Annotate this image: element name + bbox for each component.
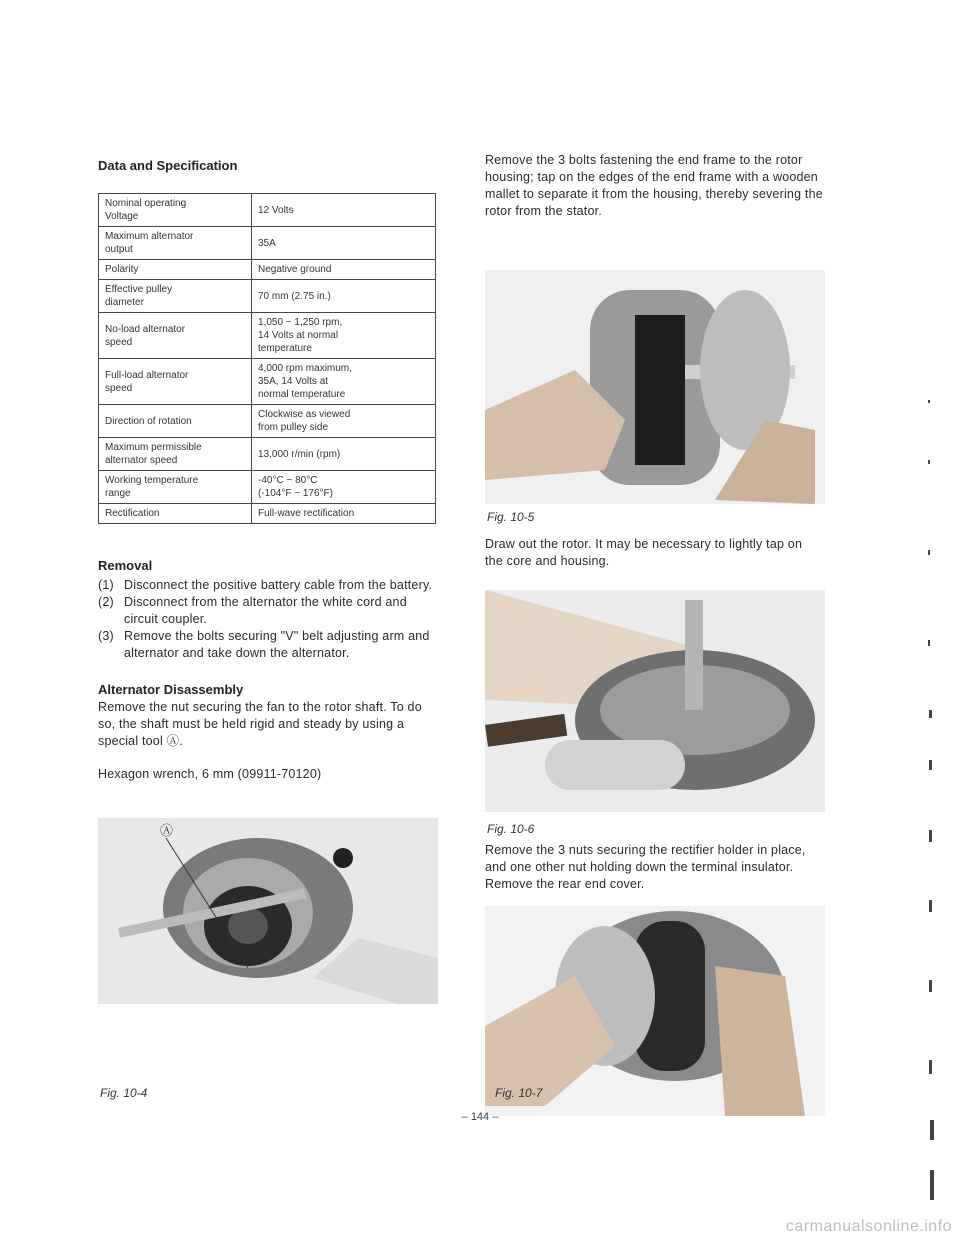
removal-step bbox=[98, 577, 436, 594]
spec-row bbox=[99, 438, 436, 471]
left-column bbox=[98, 158, 436, 1100]
spec-value: 4,000 rpm maximum, 35A, 14 Volts at normal temperature bbox=[252, 359, 436, 405]
fig-10-4-marker: Ⓐ bbox=[160, 823, 174, 838]
spec-value: 12 Volts bbox=[252, 194, 436, 227]
step-text: Disconnect from the alternator the white cord and circuit coupler. bbox=[124, 595, 407, 626]
fig-10-4-photo bbox=[98, 818, 438, 1004]
spec-value: 35A bbox=[252, 227, 436, 260]
spec-row bbox=[99, 504, 436, 524]
step-number: (2) bbox=[98, 595, 114, 609]
spec-value: Negative ground bbox=[252, 260, 436, 280]
spec-value: -40°C ~ 80°C (-104°F ~ 176°F) bbox=[252, 471, 436, 504]
fig-10-4-caption: Fig. 10-4 bbox=[100, 1086, 148, 1100]
tool-text: Hexagon wrench, 6 mm (09911-70120) bbox=[98, 767, 322, 781]
spec-key: Effective pulley diameter bbox=[99, 280, 252, 313]
spec-value: Full-wave rectification bbox=[252, 504, 436, 524]
spec-row bbox=[99, 227, 436, 260]
spec-title: Data and Specification bbox=[98, 158, 238, 173]
spec-table bbox=[98, 193, 436, 524]
fig-10-6-photo bbox=[485, 590, 825, 812]
removal-step bbox=[98, 628, 436, 662]
spec-value: 13,000 r/min (rpm) bbox=[252, 438, 436, 471]
removal-title: Removal bbox=[98, 558, 153, 573]
spec-key: Polarity bbox=[99, 260, 252, 280]
fig-10-6-caption: Fig. 10-6 bbox=[487, 822, 535, 836]
step-text: Disconnect the positive battery cable from the battery. bbox=[124, 578, 433, 592]
fig-10-7-photo bbox=[485, 906, 825, 1116]
spec-key: Working temperature range bbox=[99, 471, 252, 504]
spec-value: 70 mm (2.75 in.) bbox=[252, 280, 436, 313]
spec-row bbox=[99, 359, 436, 405]
spec-key: Nominal operating Voltage bbox=[99, 194, 252, 227]
spec-row bbox=[99, 405, 436, 438]
page-number: – 144 – bbox=[461, 1111, 499, 1123]
spec-key: Direction of rotation bbox=[99, 405, 252, 438]
spec-key: Rectification bbox=[99, 504, 252, 524]
removal-steps bbox=[98, 577, 436, 662]
spec-key: Full-load alternator speed bbox=[99, 359, 252, 405]
spec-row bbox=[99, 471, 436, 504]
spec-value: Clockwise as viewed from pulley side bbox=[252, 405, 436, 438]
fig-10-5-caption: Fig. 10-5 bbox=[487, 510, 535, 524]
step-text: Remove the bolts securing "V" belt adjusting arm and alternator and take down the alternator. bbox=[124, 629, 430, 660]
spec-row bbox=[99, 260, 436, 280]
step-number: (3) bbox=[98, 629, 114, 643]
para-end-frame: Remove the 3 bolts fastening the end frame to the rotor housing; tap on the edges of the end frame with a wooden mallet to separate it from the housing, thereby severing the rotor from the stator. bbox=[485, 153, 823, 218]
disassembly-title: Alternator Disassembly bbox=[98, 682, 244, 697]
right-column bbox=[485, 153, 823, 1100]
spec-row bbox=[99, 280, 436, 313]
spec-key: Maximum permissible alternator speed bbox=[99, 438, 252, 471]
fig-10-5-photo bbox=[485, 270, 825, 504]
watermark: carmanualsonline.info bbox=[785, 1218, 952, 1235]
para-rectifier: Remove the 3 nuts securing the rectifier holder in place, and one other nut holding down the terminal insulator. Remove the rear end cover. bbox=[485, 843, 806, 891]
spec-row bbox=[99, 313, 436, 359]
spec-row bbox=[99, 194, 436, 227]
spec-key: Maximum alternator output bbox=[99, 227, 252, 260]
fig-10-7-caption: Fig. 10-7 bbox=[495, 1086, 543, 1100]
step-number: (1) bbox=[98, 578, 114, 592]
para-draw-rotor: Draw out the rotor. It may be necessary to lightly tap on the core and housing. bbox=[485, 537, 803, 568]
spec-value: 1,050 ~ 1,250 rpm, 14 Volts at normal temperature bbox=[252, 313, 436, 359]
spec-key: No-load alternator speed bbox=[99, 313, 252, 359]
scan-edge-marks bbox=[918, 400, 938, 1220]
disassembly-text: Remove the nut securing the fan to the rotor shaft. To do so, the shaft must be held rigid and steady by using a special tool Ⓐ. bbox=[98, 700, 422, 748]
removal-step bbox=[98, 594, 436, 628]
